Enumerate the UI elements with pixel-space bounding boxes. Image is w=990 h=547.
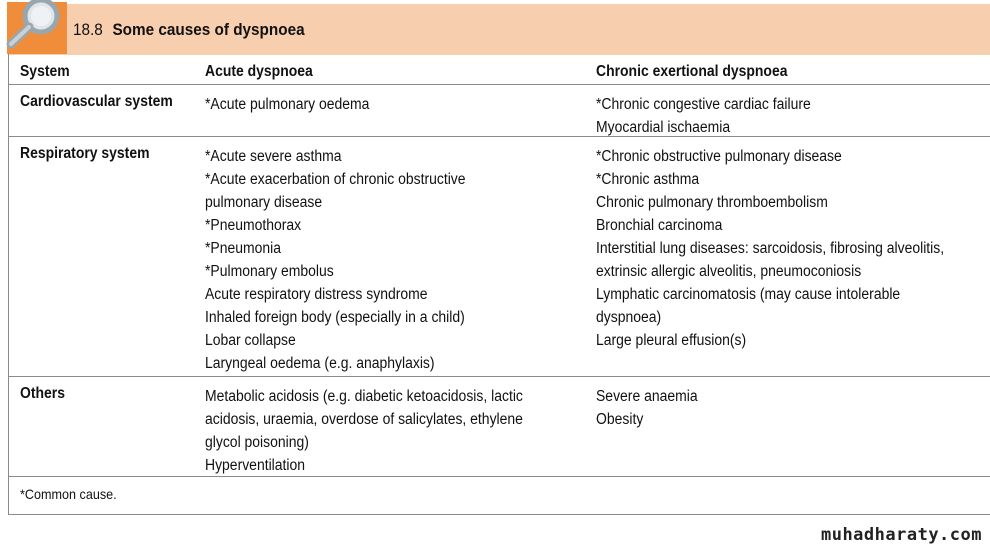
list-item: Severe anaemia xyxy=(596,388,698,405)
header-chronic: Chronic exertional dyspnoea xyxy=(596,63,788,80)
list-item: *Chronic asthma xyxy=(596,171,700,188)
row-system: Respiratory system xyxy=(20,145,150,162)
acute-cell xyxy=(205,145,466,375)
chronic-cell xyxy=(596,145,944,352)
header-acute: Acute dyspnoea xyxy=(205,63,313,80)
list-item: Hyperventilation xyxy=(205,457,306,474)
list-item: Myocardial ischaemia xyxy=(596,119,731,136)
list-item: Lymphatic carcinomatosis (may cause intolerable xyxy=(596,286,901,303)
title-bar xyxy=(9,4,990,55)
table-header xyxy=(9,59,990,85)
list-item: extrinsic allergic alveolitis, pneumoconiosis xyxy=(596,263,862,280)
box-title xyxy=(73,20,305,40)
watermark: muhadharaty.com xyxy=(820,525,982,545)
list-item: Acute respiratory distress syndrome xyxy=(205,286,428,303)
magnifier-icon xyxy=(1,0,75,58)
list-item: dyspnoea) xyxy=(596,309,662,326)
list-item: *Chronic congestive cardiac failure xyxy=(596,96,811,113)
list-item: *Acute severe asthma xyxy=(205,148,342,165)
list-item: Obesity xyxy=(596,411,644,428)
acute-cell xyxy=(205,93,369,116)
list-item: Laryngeal oedema (e.g. anaphylaxis) xyxy=(205,355,435,372)
chronic-cell xyxy=(596,385,698,431)
list-item: Lobar collapse xyxy=(205,332,296,349)
list-item: *Acute exacerbation of chronic obstructive xyxy=(205,171,466,188)
row-system: Cardiovascular system xyxy=(20,93,173,110)
list-item: *Pneumonia xyxy=(205,240,282,257)
box-number: 18.8 xyxy=(73,20,103,39)
table-box xyxy=(8,4,990,515)
chronic-cell xyxy=(596,93,811,139)
list-item: acidosis, uraemia, overdose of salicylates, ethylene xyxy=(205,411,523,428)
table-row xyxy=(9,377,990,477)
list-item: *Acute pulmonary oedema xyxy=(205,96,370,113)
list-item: Large pleural effusion(s) xyxy=(596,332,747,349)
list-item: *Pneumothorax xyxy=(205,217,302,234)
row-system: Others xyxy=(20,385,65,402)
list-item: Bronchial carcinoma xyxy=(596,217,723,234)
footnote: *Common cause. xyxy=(20,486,117,502)
list-item: Metabolic acidosis (e.g. diabetic ketoacidosis, lactic xyxy=(205,388,523,405)
box-title-text: Some causes of dyspnoea xyxy=(112,20,305,39)
acute-cell xyxy=(205,385,523,477)
table-row xyxy=(9,85,990,137)
list-item: glycol poisoning) xyxy=(205,434,309,451)
list-item: *Pulmonary embolus xyxy=(205,263,334,280)
list-item: pulmonary disease xyxy=(205,194,323,211)
list-item: Inhaled foreign body (especially in a child) xyxy=(205,309,465,326)
list-item: Chronic pulmonary thromboembolism xyxy=(596,194,828,211)
list-item: *Chronic obstructive pulmonary disease xyxy=(596,148,842,165)
table-row xyxy=(9,137,990,377)
header-system: System xyxy=(20,63,70,80)
list-item: Interstitial lung diseases: sarcoidosis, fibrosing alveolitis, xyxy=(596,240,945,257)
